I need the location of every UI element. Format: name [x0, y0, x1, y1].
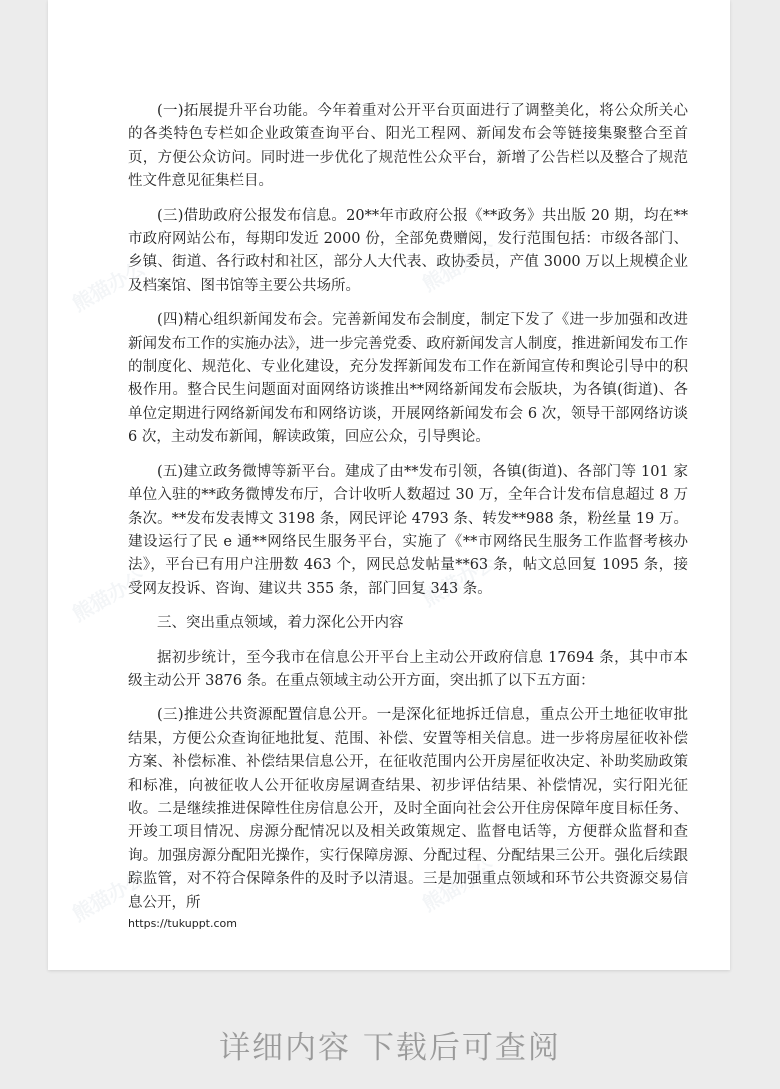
watermark: 熊猫办公 [68, 255, 150, 317]
paragraph: (五)建立政务微博等新平台。建成了由**发布引领，各镇(街道)、各部门等 101 家单位入驻的**政务微博发布厅，合计收听人数超过 30 万，全年合计发布信息超过 8 万条次。**发布发表博文 3198 条，网民评论 4793 条、转发**988 条，粉丝量 19 万。建设运行了民 e 通**网络民生服务平台，实施了《**市网络民生服务工作监督考核办法》，平台已有用户注册数 463 个，网民总发帖量**63 条，帖文总回复 1095 条，接受网友投诉、咨询、建议共 355 条，部门回复 343 条。 [128, 463, 689, 597]
paragraph: 据初步统计，至今我市在信息公开平台上主动公开政府信息 17694 条，其中市本级主动公开 3876 条。在重点领域主动公开方面，突出抓了以下五方面： [128, 649, 688, 689]
section-heading: 三、突出重点领域，着力深化公开内容 [157, 615, 404, 632]
paragraph: (一)拓展提升平台功能。今年着重对公开平台页面进行了调整美化，将公众所关心的各类特色专栏如企业政策查询平台、阳光工程网、新闻发布会等链接集聚整合至首页，方便公众访问。同时进一步优化了规范性公众平台，新增了公告栏以及整合了规范性文件意见征集栏目。 [128, 103, 688, 190]
watermark: 熊猫办公 [418, 855, 500, 917]
paragraph: (三)推进公共资源配置信息公开。一是深化征地拆迁信息，重点公开土地征收审批结果，方便公众查询征地批复、范围、补偿、安置等相关信息。进一步将房屋征收补偿方案、补偿标准、补偿结果信息公开，在征收范围内公开房屋征收决定、补助奖励政策和标准，向被征收人公开征收房屋调查结果、初步评估结果、补偿情况，实行阳光征收。二是继续推进保障性住房信息公开，及时全面向社会公开住房保障年度目标任务、开竣工项目情况、房源分配情况以及相关政策规定、监督电话等，方便群众监督和查询。加强房源分配阳光操作，实行保障房源、分配过程、分配结果三公开。强化后续跟踪监管，对不符合保障条件的及时予以清退。三是加强重点领域和环节公共资源交易信息公开，所 [128, 707, 688, 911]
watermark: 熊猫办公 [418, 235, 500, 297]
watermark: 熊猫办公 [418, 550, 500, 612]
paragraph: (三)借助政府公报发布信息。20**年市政府公报《**政务》共出版 20 期，均在**市政府网站公布，每期印发近 2000 份，全部免费赠阅，发行范围包括：市级各部门、乡镇、街道、各行政村和社区，部分人大代表、政协委员，产值 3000 万以上规模企业及档案馆、图书馆等主要公共场所。 [128, 207, 688, 294]
watermark: 熊猫办公 [68, 565, 150, 627]
document-page [48, 0, 730, 970]
footer-url[interactable]: https://tukuppt.com [128, 917, 237, 930]
paragraph: (四)精心组织新闻发布会。完善新闻发布会制度，制定下发了《进一步加强和改进新闻发布工作的实施办法》，进一步完善党委、政府新闻发言人制度，推进新闻发布工作的制度化、规范化、专业化建设，充分发挥新闻发布工作在新闻宣传和舆论引导中的积极作用。整合民生问题面对面网络访谈推出**网络新闻发布会版块，为各镇(街道)、各单位定期进行网络新闻发布和网络访谈，开展网络新闻发布会 6 次，领导干部网络访谈 6 次，主动发布新闻，解读政策，回应公众，引导舆论。 [128, 312, 688, 446]
watermark: 熊猫办公 [68, 865, 150, 927]
document-body [128, 100, 688, 926]
download-caption: 详细内容 下载后可查阅 [219, 1030, 561, 1066]
